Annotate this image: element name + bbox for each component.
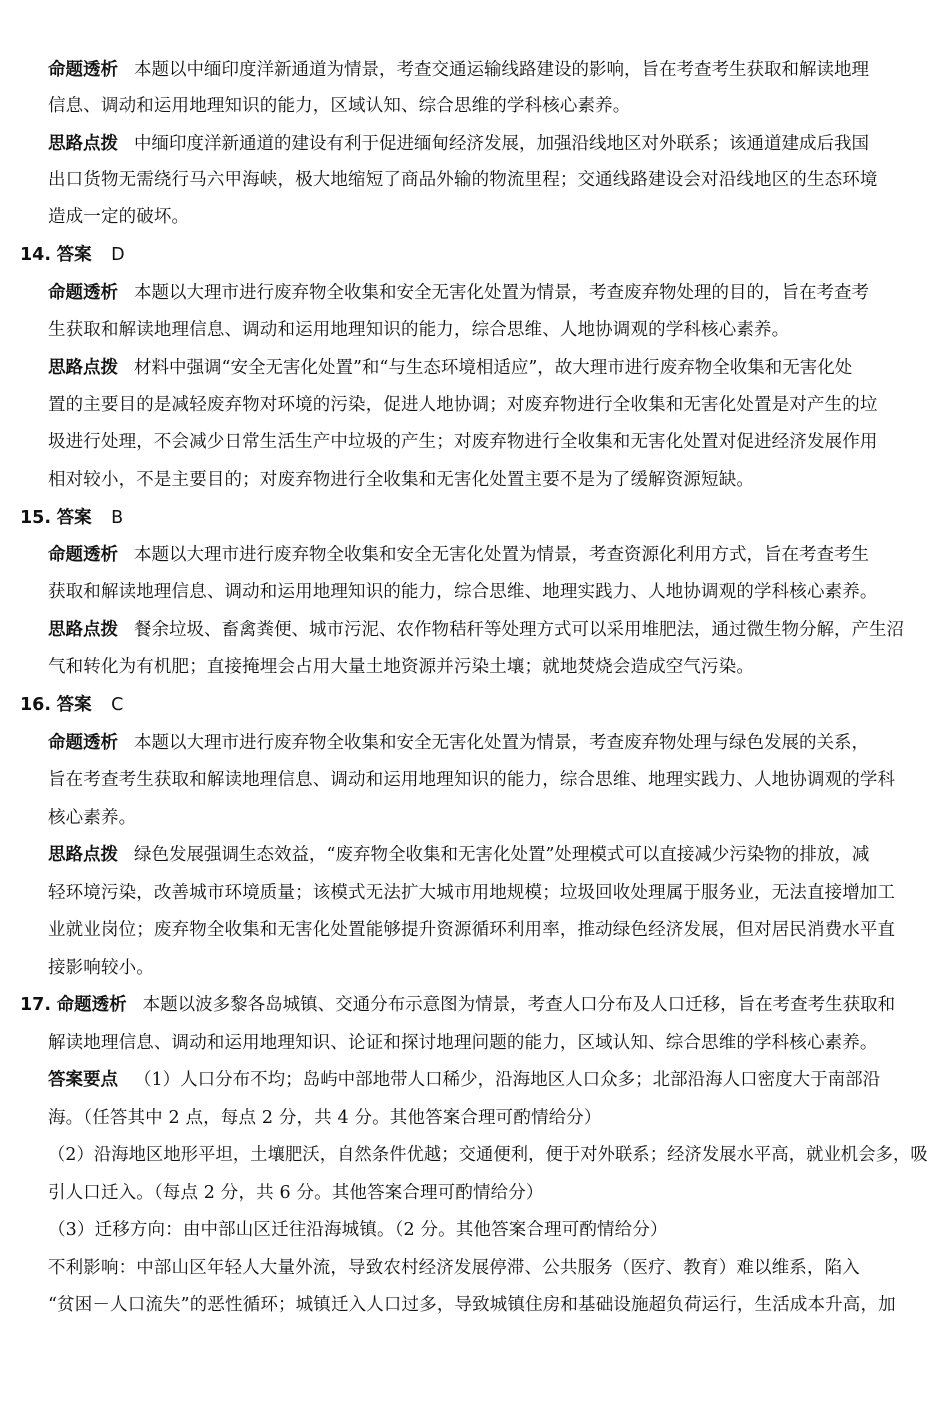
hint-label: 思路点拨 (48, 845, 118, 865)
item14-hint-line1: 思路点拨 材料中强调“安全无害化处置”和“与生态环境相适应”，故大理市进行废弃物全收集和无害化处 (48, 358, 853, 378)
item16-hint-line2: 轻环境污染，改善城市环境质量；该模式无法扩大城市用地规模；垃圾回收处理属于服务业，无法直接增加工 (48, 883, 896, 903)
analysis-label: 命题透析 (48, 283, 118, 303)
item17-analysis-line2: 解读地理信息、调动和运用地理知识、论证和探讨地理问题的能力，区域认知、综合思维的学科核心素养。 (48, 1033, 878, 1053)
item16-hint-line1: 思路点拨 绿色发展强调生态效益，“废弃物全收集和无害化处置”处理模式可以直接减少污染物的排放，减 (48, 845, 870, 865)
item15-answer: B (111, 508, 124, 528)
item15-analysis-line2: 获取和解读地理信息、调动和运用地理知识的能力，综合思维、地理实践力、人地协调观的学科核心素养。 (48, 582, 878, 602)
hint-label: 思路点拨 (48, 134, 118, 154)
item13-hint-line1: 思路点拨 中缅印度洋新通道的建设有利于促进缅甸经济发展，加强沿线地区对外联系；该通道建成后我国 (48, 134, 869, 154)
hint-label: 思路点拨 (48, 358, 118, 378)
item16-answer-line (20, 693, 123, 717)
item15-analysis-line1: 命题透析 本题以大理市进行废弃物全收集和安全无害化处置为情景，考查资源化利用方式，旨在考查考生 (48, 545, 869, 565)
item15-answer-line (20, 506, 123, 530)
item14-answer: D (111, 245, 125, 265)
key-points-label: 答案要点 (48, 1070, 118, 1090)
item14-hint-line2: 置的主要目的是减轻废弃物对环境的污染，促进人地协调；对废弃物进行全收集和无害化处置是对产生的垃 (48, 395, 878, 415)
item17-part4-line2: “贫困－人口流失”的恶性循环；城镇迁入人口过多，导致城镇住房和基础设施超负荷运行，生活成本升高，加 (48, 1295, 896, 1315)
hint-label: 思路点拨 (48, 620, 118, 640)
item17-part3-line1: （3）迁移方向：由中部山区迁往沿海城镇。（2 分。其他答案合理可酌情给分） (48, 1220, 668, 1240)
analysis-label: 命题透析 (48, 60, 118, 80)
item14-hint-line4: 相对较小，不是主要目的；对废弃物进行全收集和无害化处置主要不是为了缓解资源短缺。 (48, 470, 754, 490)
item14-number: 14. (20, 245, 52, 265)
item17-analysis-line1: 17. 命题透析 本题以波多黎各岛城镇、交通分布示意图为情景，考查人口分布及人口迁移，旨在考查考生获取和 (20, 995, 896, 1015)
answer-label: 答案 (56, 245, 92, 265)
item14-answer-line (20, 243, 125, 267)
item14-analysis-line2: 生获取和解读地理信息、调动和运用地理知识的能力，综合思维、人地协调观的学科核心素养。 (48, 320, 790, 340)
item16-hint-line3: 业就业岗位；废弃物全收集和无害化处置能够提升资源循环利用率，推动绿色经济发展，但对居民消费水平直 (48, 920, 896, 940)
item15-number: 15. (20, 508, 52, 528)
item16-analysis-line2: 旨在考查考生获取和解读地理信息、调动和运用地理知识的能力，综合思维、地理实践力、人地协调观的学科 (48, 770, 896, 790)
item13-hint-line2: 出口货物无需绕行马六甲海峡，极大地缩短了商品外输的物流里程；交通线路建设会对沿线地区的生态环境 (48, 170, 878, 190)
item17-number: 17. (20, 995, 52, 1015)
item17-part4-line1: 不利影响：中部山区年轻人大量外流，导致农村经济发展停滞、公共服务（医疗、教育）难以维系，陷入 (48, 1258, 860, 1278)
item16-analysis-line1: 命题透析 本题以大理市进行废弃物全收集和安全无害化处置为情景，考查废弃物处理与绿色发展的关系， (48, 733, 869, 753)
item15-hint-line2: 气和转化为有机肥；直接掩埋会占用大量土地资源并污染土壤；就地焚烧会造成空气污染。 (48, 657, 754, 677)
item13-analysis-line1: 命题透析 本题以中缅印度洋新通道为情景，考查交通运输线路建设的影响，旨在考查考生获取和解读地理 (48, 60, 869, 80)
analysis-label: 命题透析 (48, 545, 118, 565)
item17-part2-line2: 引人口迁入。（每点 2 分，共 6 分。其他答案合理可酌情给分） (48, 1183, 544, 1203)
item17-part2-line1: （2）沿海地区地形平坦，土壤肥沃，自然条件优越；交通便利，便于对外联系；经济发展水平高，就业机会多，吸 (48, 1145, 928, 1165)
item16-analysis-line3: 核心素养。 (48, 808, 137, 828)
item14-analysis-line1: 命题透析 本题以大理市进行废弃物全收集和安全无害化处置为情景，考查废弃物处理的目的，旨在考查考 (48, 283, 869, 303)
item17-key-line2: 海。（任答其中 2 点，每点 2 分，共 4 分。其他答案合理可酌情给分） (48, 1108, 602, 1128)
item16-hint-line4: 接影响较小。 (48, 958, 154, 978)
analysis-label: 命题透析 (48, 733, 118, 753)
item14-hint-line3: 圾进行处理，不会减少日常生活生产中垃圾的产生；对废弃物进行全收集和无害化处置对促进经济发展作用 (48, 432, 878, 452)
item13-analysis-line2: 信息、调动和运用地理知识的能力，区域认知、综合思维的学科核心素养。 (48, 96, 631, 116)
answer-label: 答案 (56, 508, 92, 528)
item13-hint-line3: 造成一定的破坏。 (48, 207, 190, 227)
item15-hint-line1: 思路点拨 餐余垃圾、畜禽粪便、城市污泥、农作物秸秆等处理方式可以采用堆肥法，通过微生物分解，产生沼 (48, 620, 904, 640)
item17-key-line1: 答案要点 （1）人口分布不均；岛屿中部地带人口稀少，沿海地区人口众多；北部沿海人口密度大于南部沿 (48, 1070, 881, 1090)
analysis-label: 命题透析 (56, 995, 127, 1015)
answer-label: 答案 (56, 695, 92, 715)
item16-answer: C (111, 695, 124, 715)
item16-number: 16. (20, 695, 52, 715)
